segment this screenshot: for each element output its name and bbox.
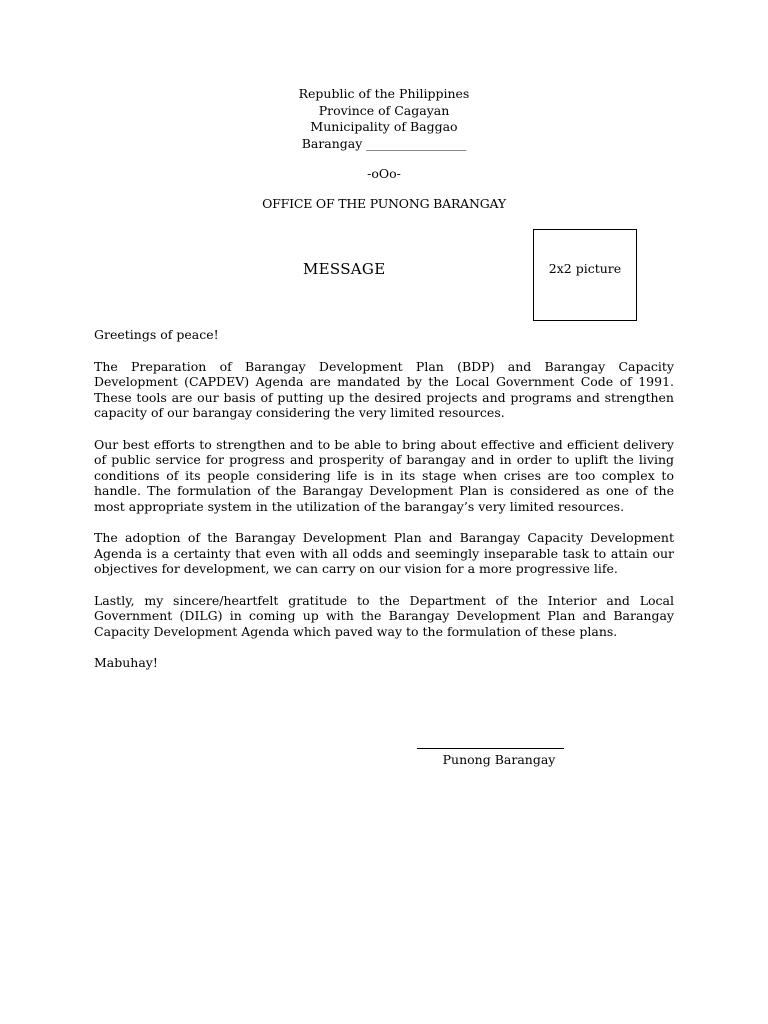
office-title: OFFICE OF THE PUNONG BARANGAY <box>262 196 506 211</box>
paragraph-2: Our best efforts to strengthen and to be able to bring about effective and efficient delivery of public service for progress and prosperity of barangay and in order to uplift the living conditions of its people considering life is in its stage when crises are too complex to handle. The formulation of the Barangay Development Plan is considered as one of the most appropriate system in the utilization of the barangay’s very limited resources. <box>94 436 674 514</box>
paragraph-1: The Preparation of Barangay Development Plan (BDP) and Barangay Capacity Development (CAPDEV) Agenda are mandated by the Local Government Code of 1991. These tools are our basis of putting up the desired projects and programs and strengthen capacity of our barangay considering the very limited resources. <box>94 358 674 420</box>
paragraph-3: The adoption of the Barangay Development Plan and Barangay Capacity Development Agenda is a certainty that even with all odds and seemingly inseparable task to attain our objectives for development, we can carry on our vision for a more progressive life. <box>94 530 674 576</box>
greeting: Greetings of peace! <box>94 327 219 342</box>
signature-line <box>417 748 564 749</box>
letterhead <box>0 86 768 152</box>
message-heading: MESSAGE <box>303 260 386 278</box>
closing: Mabuhay! <box>94 655 158 670</box>
letterhead-province: Province of Cagayan <box>318 102 450 118</box>
separator-ornament: -oOo- <box>367 166 401 181</box>
signature-label: Punong Barangay <box>442 752 556 767</box>
photo-placeholder-label: 2x2 picture <box>548 261 622 276</box>
letterhead-country: Republic of the Philippines <box>298 86 470 101</box>
letterhead-barangay: Barangay ________________ <box>301 135 467 151</box>
paragraph-4: Lastly, my sincere/heartfelt gratitude to the Department of the Interior and Local Government (DILG) in coming up with the Barangay Development Plan and Barangay Capacity Development Agenda which paved way to the formulation of these plans. <box>94 592 674 639</box>
message-body <box>94 327 674 687</box>
letterhead-municipality: Municipality of Baggao <box>310 119 458 134</box>
photo-placeholder-box <box>533 229 637 321</box>
